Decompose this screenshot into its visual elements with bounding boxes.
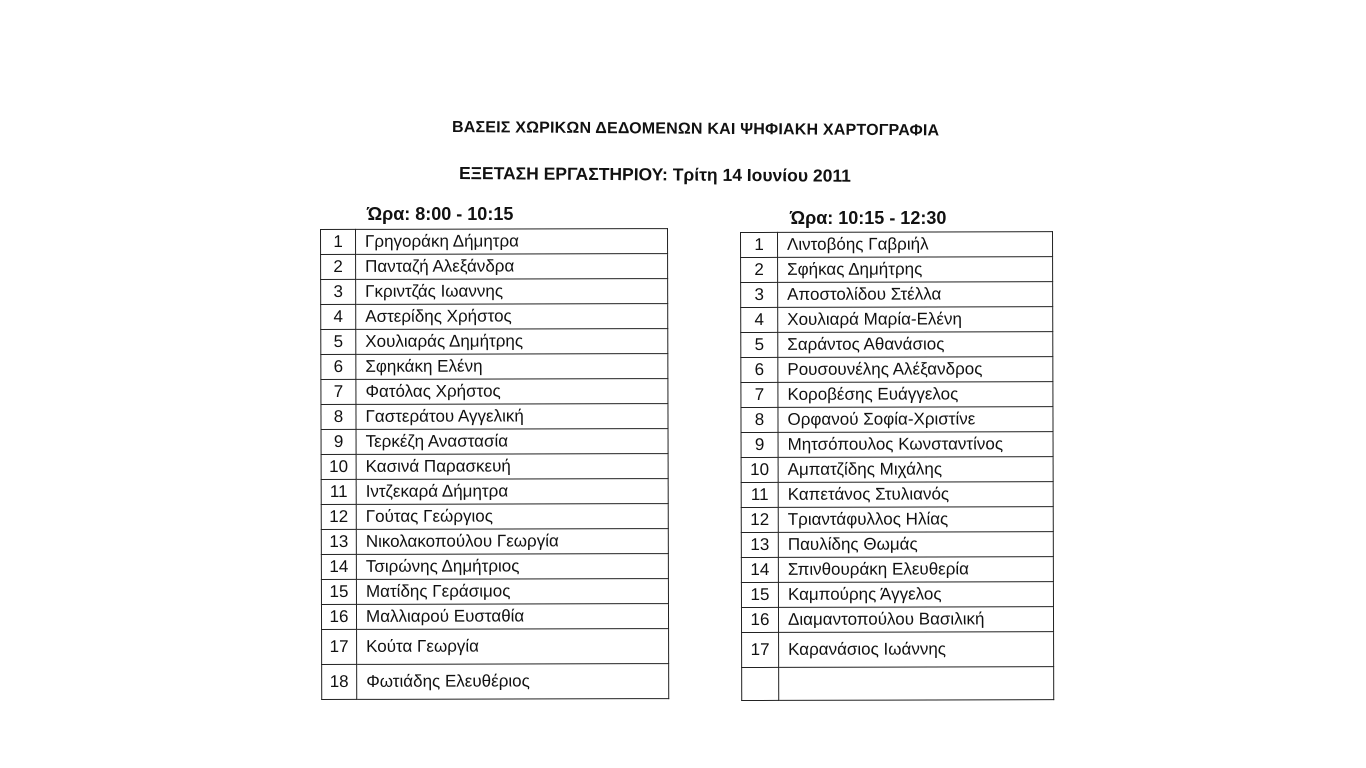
student-name: Λιντοβόης Γαβριήλ — [778, 232, 1053, 258]
student-name: Φατόλας Χρήστος — [356, 379, 668, 405]
student-name: Διαμαντοπούλου Βασιλική — [778, 607, 1053, 633]
row-number: 5 — [321, 329, 356, 354]
student-name: Πανταζή Αλεξάνδρα — [356, 254, 668, 280]
table-row — [741, 607, 1053, 633]
row-number: 14 — [321, 554, 356, 579]
student-name: Φωτιάδης Ελευθέριος — [357, 664, 669, 700]
row-number: 7 — [321, 379, 356, 404]
row-number: 10 — [321, 454, 356, 479]
row-number: 17 — [742, 632, 779, 667]
row-number: 3 — [321, 279, 356, 304]
row-number: 9 — [321, 429, 356, 454]
left-group-time: Ώρα: 8:00 - 10:15 — [367, 204, 514, 224]
table-row — [321, 354, 668, 380]
table-row — [741, 432, 1053, 458]
student-name: Αμπατζίδης Μιχάλης — [778, 457, 1053, 483]
row-number: 15 — [741, 582, 778, 607]
row-number: 12 — [741, 507, 778, 532]
table-row — [741, 232, 1053, 258]
student-name: Καρανάσιος Ιωάννης — [779, 632, 1054, 668]
table-row — [321, 579, 668, 605]
student-name: Σφήκας Δημήτρης — [778, 257, 1053, 283]
student-name: Τερκέζη Αναστασία — [356, 429, 668, 455]
table-row — [741, 382, 1053, 408]
student-name: Κούτα Γεωργία — [357, 629, 669, 665]
table-row — [741, 332, 1053, 358]
table-row — [741, 532, 1053, 558]
row-number: 12 — [321, 504, 356, 529]
table-row — [321, 329, 668, 355]
row-number: 14 — [741, 557, 778, 582]
table-row — [321, 479, 668, 505]
row-number: 8 — [741, 407, 778, 432]
student-name: Κασινά Παρασκευή — [356, 454, 668, 480]
student-name: Ορφανού Σοφία-Χριστίνε — [778, 407, 1053, 433]
student-name: Γούτας Γεώργιος — [356, 504, 668, 530]
table-row — [321, 529, 668, 555]
row-number: 2 — [741, 257, 778, 282]
table-row — [741, 457, 1053, 483]
right-group-time: Ώρα: 10:15 - 12:30 — [790, 208, 947, 228]
row-number: 1 — [741, 232, 778, 257]
student-name: Αποστολίδου Στέλλα — [778, 282, 1053, 308]
table-row — [741, 357, 1053, 383]
row-number: 10 — [741, 457, 778, 482]
student-name: Νικολακοπούλου Γεωργία — [356, 529, 668, 555]
student-name: Σαράντος Αθανάσιος — [778, 332, 1053, 358]
table-row — [741, 282, 1053, 308]
row-number: 6 — [321, 354, 356, 379]
table-row — [741, 307, 1053, 333]
student-name: Αστερίδης Χρήστος — [356, 304, 668, 330]
table-row — [322, 629, 669, 665]
row-number: 13 — [741, 532, 778, 557]
table-row — [321, 229, 668, 255]
table-row — [321, 504, 668, 530]
student-name: Ρουσουνέλης Αλέξανδρος — [778, 357, 1053, 383]
table-row — [742, 667, 1054, 701]
row-number: 4 — [321, 304, 356, 329]
table-row — [321, 404, 668, 430]
student-name: Μητσόπουλος Κωνσταντίνος — [778, 432, 1053, 458]
row-number: 7 — [741, 382, 778, 407]
student-name: Γαστεράτου Αγγελική — [356, 404, 668, 430]
row-number: 13 — [321, 529, 356, 554]
right-student-table — [740, 231, 1054, 701]
student-name: Γρηγοράκη Δήμητρα — [356, 229, 668, 255]
document-title: ΒΑΣΕΙΣ ΧΩΡΙΚΩΝ ΔΕΔΟΜΕΝΩΝ ΚΑΙ ΨΗΦΙΑΚΗ ΧΑΡΤΟΓΡΑΦΙΑ — [451, 119, 940, 140]
student-name: Γκριντζάς Ιωαννης — [356, 279, 668, 305]
row-number — [742, 667, 779, 700]
table-row — [321, 304, 668, 330]
table-row — [321, 604, 668, 630]
row-number: 3 — [741, 282, 778, 307]
student-name: Κοροβέσης Ευάγγελος — [778, 382, 1053, 408]
table-row — [741, 257, 1053, 283]
table-row — [741, 507, 1053, 533]
table-row — [321, 379, 668, 405]
row-number: 2 — [321, 254, 356, 279]
student-name — [779, 667, 1054, 701]
student-name: Καπετάνος Στυλιανός — [778, 482, 1053, 508]
student-name: Ιντζεκαρά Δήμητρα — [356, 479, 668, 505]
table-row — [321, 454, 668, 480]
table-row — [741, 557, 1053, 583]
student-name: Ματίδης Γεράσιμος — [356, 579, 668, 605]
student-name: Σπινθουράκη Ελευθερία — [778, 557, 1053, 583]
row-number: 16 — [321, 604, 356, 629]
exam-date-heading: ΕΞΕΤΑΣΗ ΕΡΓΑΣΤΗΡΙΟΥ: Τρίτη 14 Ιουνίου 2011 — [458, 163, 851, 186]
student-name: Τριαντάφυλλος Ηλίας — [778, 507, 1053, 533]
student-name: Μαλλιαρού Ευσταθία — [356, 604, 668, 630]
table-row — [321, 554, 668, 580]
student-name: Χουλιαράς Δημήτρης — [356, 329, 668, 355]
table-row — [742, 632, 1054, 668]
row-number: 18 — [322, 664, 357, 699]
table-row — [741, 482, 1053, 508]
table-row — [741, 582, 1053, 608]
table-row — [321, 429, 668, 455]
table-row — [322, 664, 669, 700]
student-name: Παυλίδης Θωμάς — [778, 532, 1053, 558]
row-number: 4 — [741, 307, 778, 332]
row-number: 6 — [741, 357, 778, 382]
row-number: 5 — [741, 332, 778, 357]
left-student-table — [320, 228, 669, 700]
table-row — [321, 279, 668, 305]
row-number: 11 — [321, 479, 356, 504]
row-number: 15 — [321, 579, 356, 604]
row-number: 1 — [321, 229, 356, 254]
row-number: 16 — [741, 607, 778, 632]
row-number: 11 — [741, 482, 778, 507]
row-number: 17 — [322, 629, 357, 664]
row-number: 8 — [321, 404, 356, 429]
student-name: Καμπούρης Άγγελος — [778, 582, 1053, 608]
student-name: Χουλιαρά Μαρία-Ελένη — [778, 307, 1053, 333]
table-row — [741, 407, 1053, 433]
student-name: Τσιρώνης Δημήτριος — [356, 554, 668, 580]
row-number: 9 — [741, 432, 778, 457]
student-name: Σφηκάκη Ελένη — [356, 354, 668, 380]
table-row — [321, 254, 668, 280]
